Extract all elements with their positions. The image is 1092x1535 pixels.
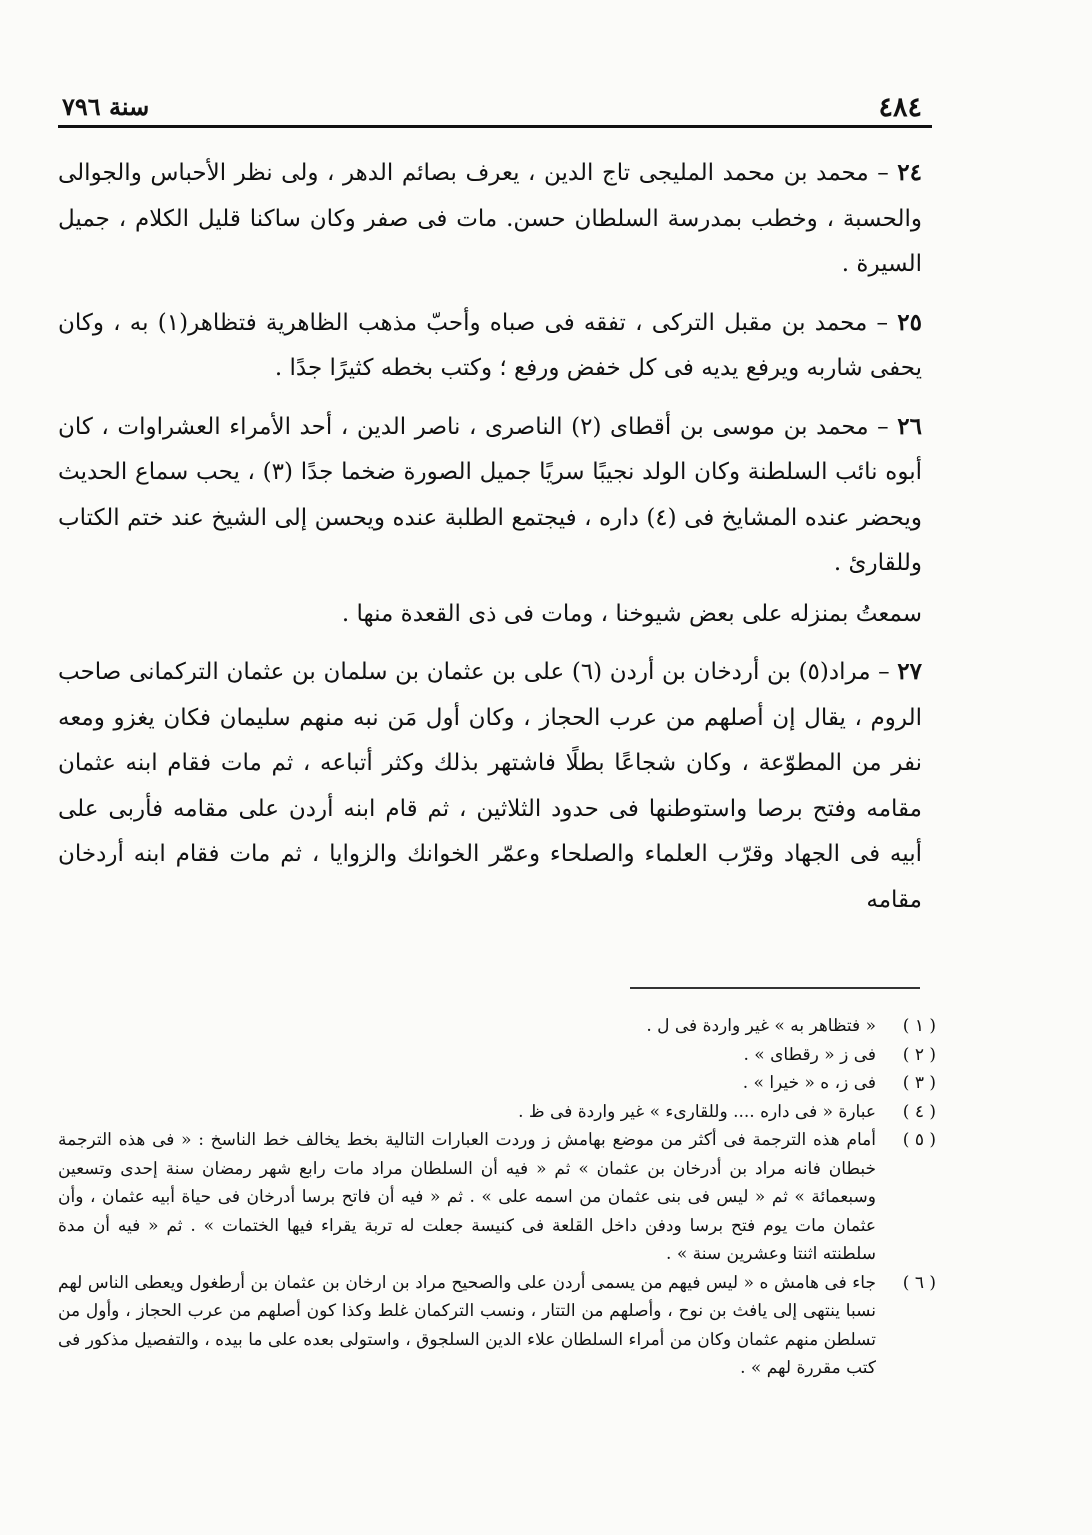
footnote-text: أمام هذه الترجمة فى أكثر من موضع بهامش ز وردت العبارات التالية بخط يخالف خط الناسخ : « فى هذه الترجمة خبطان فانه مراد بن أدرخان بن عثمان » ثم « فيه أن السلطان مراد مات رابع شهر رمضان سنة إحدى وتسعين وسبعمائة » ثم « ليس فى بنى عثمان من اسمه على » . ثم « فيه أن فاتح برسا أدرخان فى حياة أبيه عثمان ، وأن عثمان مات يوم فتح برسا ودفن داخل القلعة فى كنيسة جعلت له تربة يقراء فيها الختمات » . ثم « فيه أن مدة سلطنته اثنتا وعشرين سنة » . [58, 1130, 876, 1264]
footnote-2 [58, 1041, 936, 1070]
running-head-year: سنة ٧٩٦ [62, 92, 150, 121]
entry-text: – محمد بن محمد المليجى تاج الدين ، يعرف بصائم الدهر ، ولى نظر الأحباس والجوالى والحسبة ، وخطب بمدرسة السلطان حسن. مات فى صفر وكان ساكنا قليل الكلام ، جميل السيرة . [58, 160, 922, 277]
footnote-text: فى ز « رقطاى » . [743, 1044, 876, 1065]
footnote-label: ( ٥ ) [902, 1130, 936, 1150]
footnote-text: جاء فى هامش ه « ليس فيهم من يسمى أردن على والصحيح مراد بن ارخان بن عثمان بن أرطغول ويعطى الناس لهم نسبا ينتهى إلى يافث بن نوح ، وأصلهم من التتار ، ونسب التركمان غلط وكذا كون أصلهم من عرب الحجاز ، وأول من تسلطن منهم عثمان وكان من أمراء السلطان علاء الدين السلجوق ، واستولى بعده على ما بيده ، والتفصيل مذكور فى كتب مقررة لهم » . [58, 1272, 876, 1378]
header-rule [58, 125, 932, 128]
page-header [62, 92, 932, 126]
entry-text: سمعتُ بمنزله على بعض شيوخنا ، ومات فى ذى القعدة منها . [341, 600, 922, 627]
footnote-label: ( ٤ ) [902, 1101, 936, 1122]
footnote-1 [58, 1012, 936, 1041]
footnote-text: عبارة « فى داره .... وللقارىء » غير واردة فى ظ . [518, 1101, 876, 1122]
entry-26-continuation [58, 591, 922, 638]
footnote-label: ( ١ ) [902, 1016, 936, 1036]
footnote-label: ( ٣ ) [902, 1073, 936, 1093]
footnote-text: فى ز، ه « خيرا » . [742, 1073, 876, 1093]
entry-text: – محمد بن موسى بن أقطاى (٢) الناصرى ، ناصر الدين ، أحد الأمراء العشراوات ، كان أبوه نائب السلطنة وكان الولد نجيبًا سريًا جميل الصورة ضخما جدًا (٣) ، يحب سماع الحديث ويحضر عنده المشايخ فى (٤) داره ، فيجتمع الطلبة عنده ويحسن إلى الشيخ عند ختم الكتاب وللقارئ . [58, 413, 923, 576]
footnote-6 [58, 1269, 936, 1383]
entry-number: ٢٦ [897, 412, 922, 440]
entry-number: ٢٤ [897, 159, 922, 186]
entry-number: ٢٥ [897, 308, 922, 336]
entry-number: ٢٧ [897, 658, 922, 685]
footnote-label: ( ٢ ) [902, 1044, 936, 1065]
footnote-label: ( ٦ ) [902, 1272, 936, 1293]
footnote-3 [58, 1069, 936, 1098]
footnotes [58, 1012, 936, 1383]
page-number: ٤٨٤ [878, 92, 922, 123]
footnote-separator [630, 987, 920, 989]
footnote-text: « فتظاهر به » غير واردة فى ل . [646, 1016, 876, 1036]
main-text [58, 150, 922, 935]
entry-24 [58, 150, 922, 288]
footnote-5 [58, 1126, 936, 1269]
entry-text: – محمد بن مقبل التركى ، تفقه فى صباه وأحبّ مذهب الظاهرية فتظاهر(١) به ، وكان يحفى شاربه ويرفع يديه فى كل خفض ورفع ؛ وكتب بخطه كثيرًا جدًا . [58, 309, 922, 381]
entry-26 [58, 404, 922, 587]
footnote-4 [58, 1098, 936, 1127]
entry-27 [58, 649, 922, 923]
entry-text: – مراد(٥) بن أردخان بن أردن (٦) على بن عثمان بن سلمان بن عثمان التركمانى صاحب الروم ، يقال إن أصلهم من عرب الحجاز ، وكان أول مَن نبه منهم سليمان فكان يغزو ومعه نفر من المطوّعة ، وكان شجاعًا بطلًا فاشتهر بذلك وكثر أتباعه ، ثم مات فقام ابنه عثمان مقامه وفتح برصا واستوطنها فى حدود الثلاثين ، ثم قام ابنه أردن على مقامه فأربى على أبيه فى الجهاد وقرّب العلماء والصلحاء وعمّر الخوانك والزوايا ، ثم مات فقام ابنه أردخان مقامه [58, 659, 922, 913]
entry-25 [58, 300, 922, 392]
